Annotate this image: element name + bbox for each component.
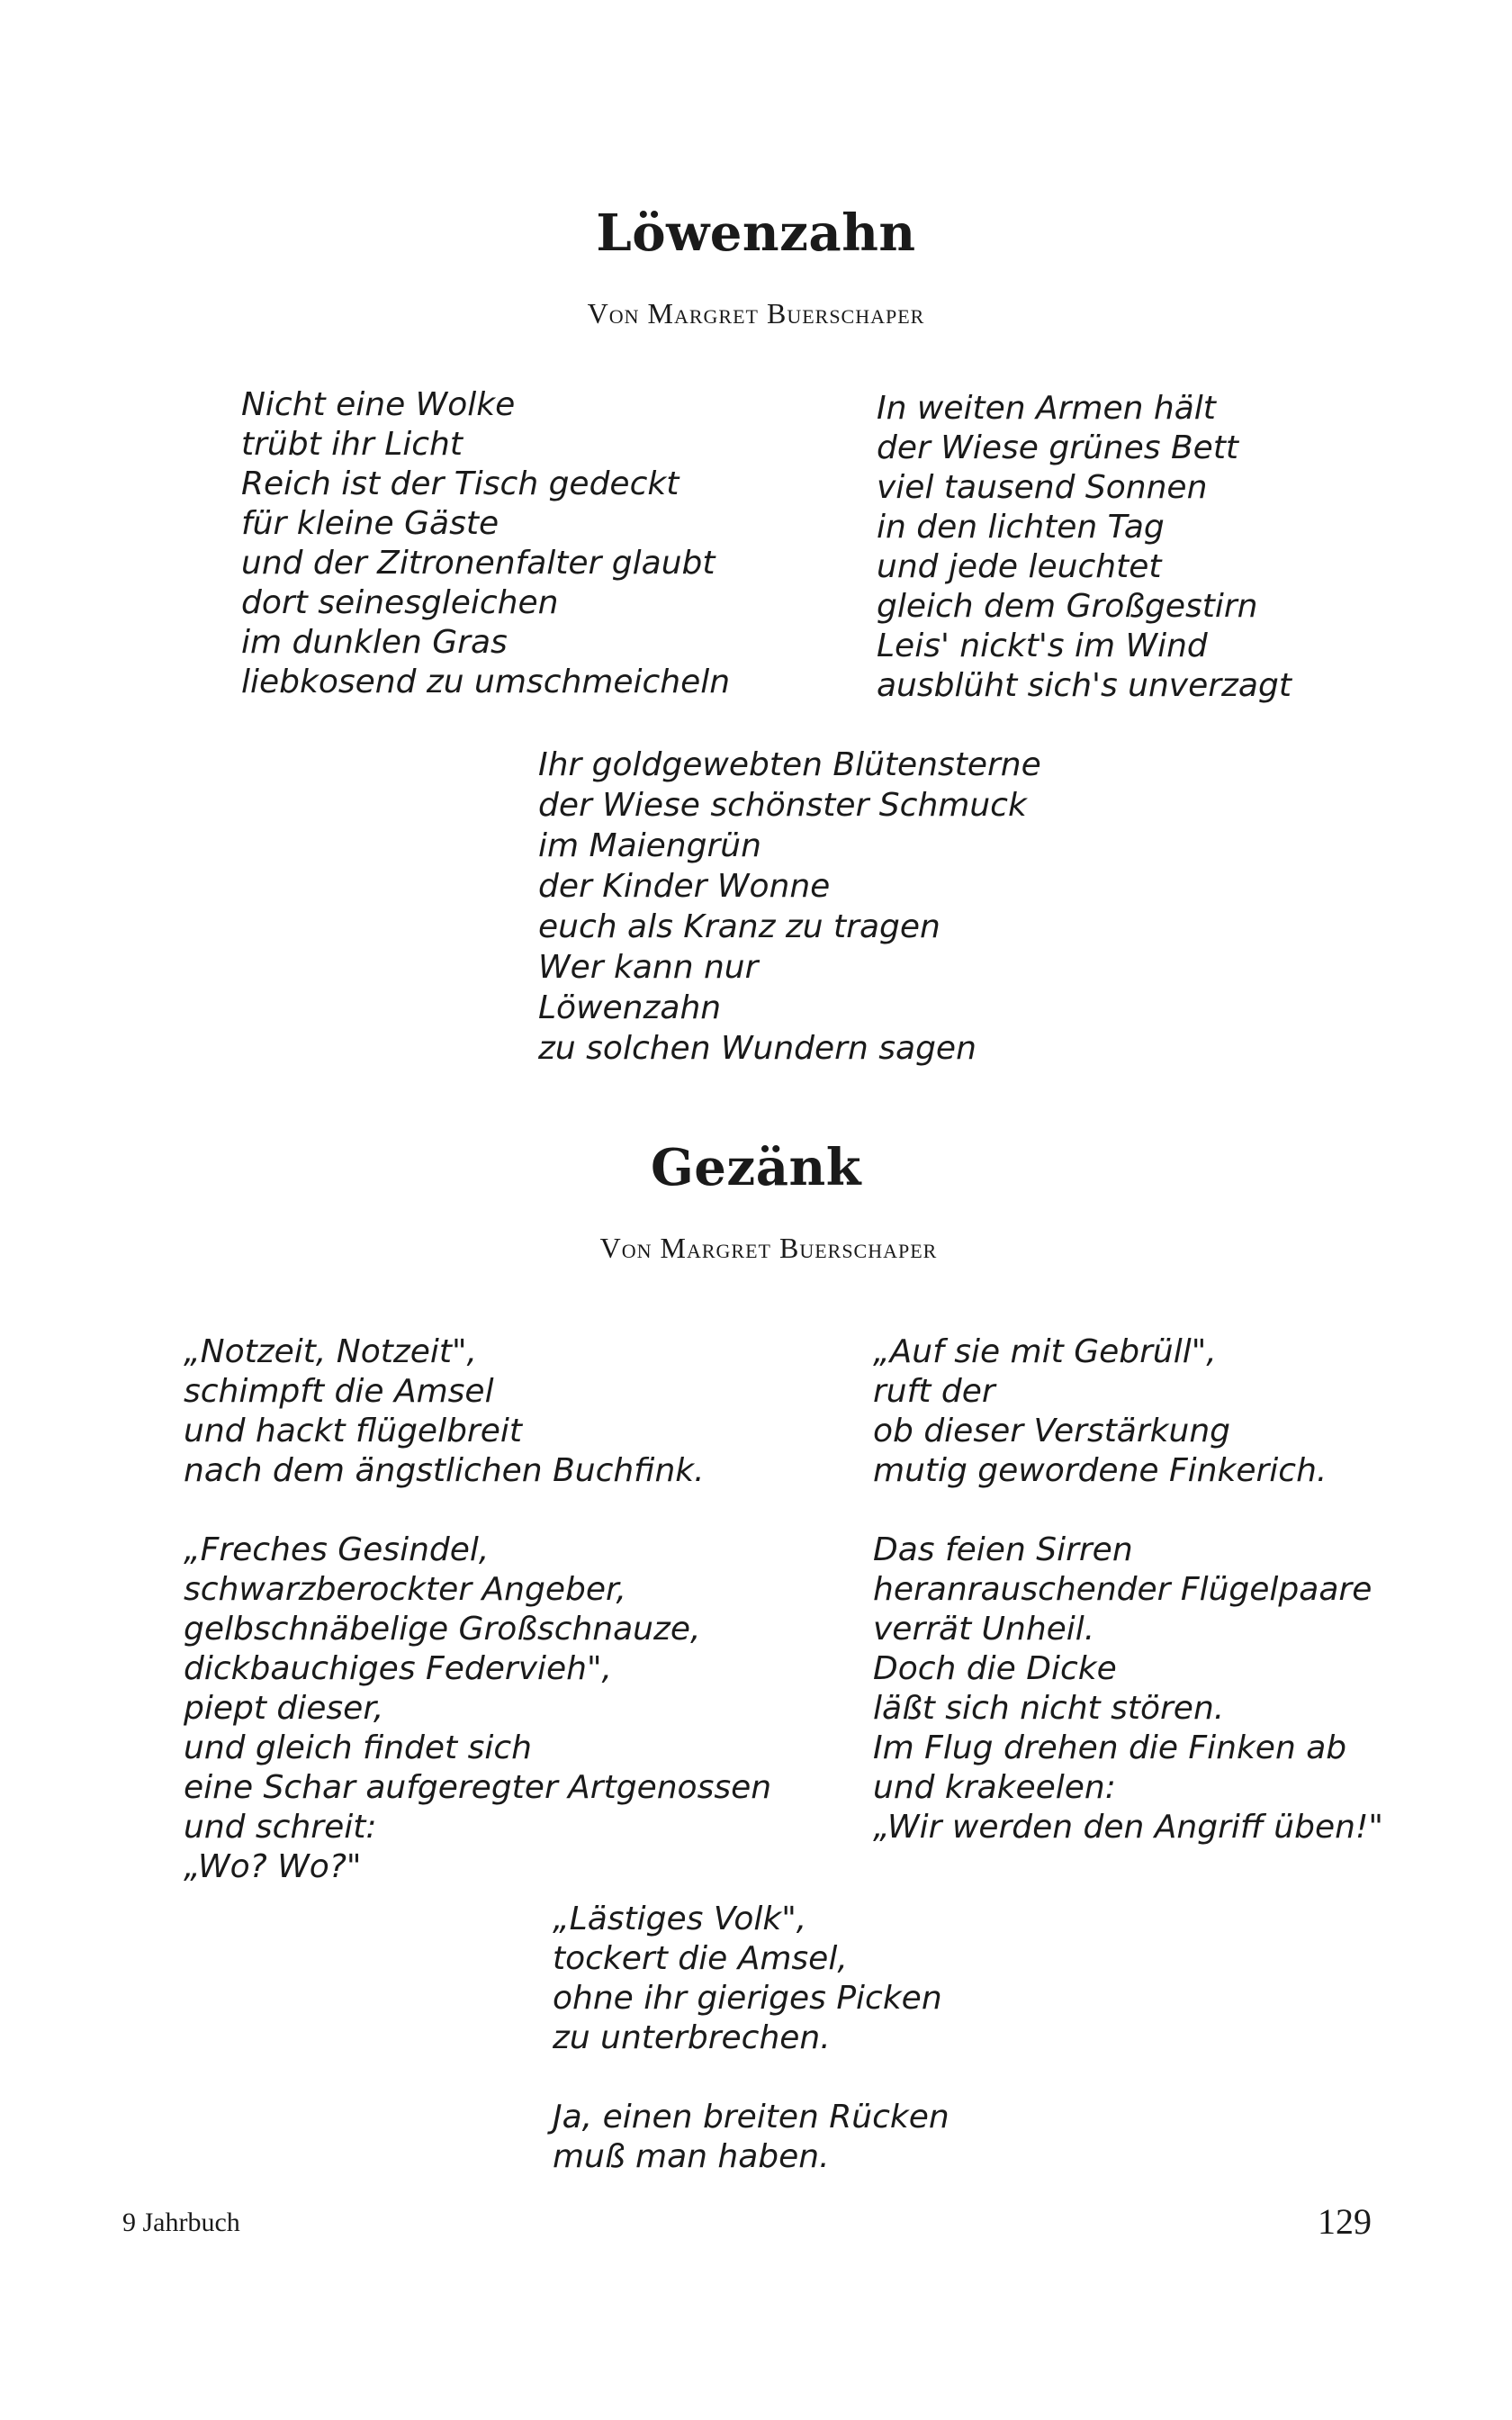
byline-loewenzahn: Von Margret Buerschaper <box>587 297 925 330</box>
stanza-loewenzahn-3 <box>538 745 1041 1069</box>
verse-line: Ihr goldgewebten Blütensterne <box>538 746 1041 783</box>
verse-line: „Wir werden den Angriff üben!" <box>873 1809 1383 1846</box>
verse-line: tockert die Amsel, <box>553 1940 848 1977</box>
verse-line: Doch die Dicke <box>873 1650 1117 1687</box>
stanza-gezaenk-4 <box>873 1531 1383 1847</box>
verse-line: mutig gewordene Finkerich. <box>873 1452 1328 1489</box>
verse-line: „Lästiges Volk", <box>553 1901 807 1937</box>
verse-line: euch als Kranz zu tragen <box>538 908 940 945</box>
verse-line: nach dem ängstlichen Buchfink. <box>184 1452 705 1489</box>
verse-line: „Wo? Wo?" <box>184 1848 362 1885</box>
verse-line: Leis' nickt's im Wind <box>877 628 1208 664</box>
verse-line: viel tausend Sonnen <box>877 469 1208 506</box>
verse-line: läßt sich nicht stören. <box>873 1690 1225 1727</box>
verse-line: schimpft die Amsel <box>184 1373 494 1410</box>
verse-line: verrät Unheil. <box>873 1611 1095 1648</box>
verse-line: ohne ihr gieriges Picken <box>553 1980 942 2017</box>
verse-line: und krakeelen: <box>873 1769 1116 1806</box>
verse-line: Das feien Sirren <box>873 1531 1133 1568</box>
verse-line: der Wiese grünes Bett <box>877 429 1239 466</box>
verse-line: und schreit: <box>184 1809 377 1846</box>
verse-line: im dunklen Gras <box>241 624 508 661</box>
verse-line: piept dieser, <box>184 1690 384 1727</box>
verse-line: zu unterbrechen. <box>553 2019 831 2056</box>
verse-line: Ja, einen breiten Rücken <box>553 2099 950 2136</box>
stanza-gezaenk-6 <box>553 2098 950 2177</box>
poem-title-loewenzahn: Löwenzahn <box>596 203 916 263</box>
verse-line: muß man haben. <box>553 2138 830 2175</box>
verse-line: ruft der <box>873 1373 995 1410</box>
verse-line: in den lichten Tag <box>877 509 1165 546</box>
stanza-gezaenk-2 <box>184 1531 771 1887</box>
verse-line: eine Schar aufgeregter Artgenossen <box>184 1769 772 1806</box>
verse-line: Reich ist der Tisch gedeckt <box>241 465 680 502</box>
verse-line: schwarzberockter Angeber, <box>184 1571 626 1608</box>
verse-line: heranrauschender Flügelpaare <box>873 1571 1372 1608</box>
verse-line: für kleine Gäste <box>241 505 500 542</box>
verse-line: Im Flug drehen die Finken ab <box>873 1729 1347 1766</box>
verse-line: Nicht eine Wolke <box>241 386 516 423</box>
signature-mark: 9 Jahrbuch <box>122 2208 240 2237</box>
stanza-gezaenk-1 <box>184 1332 705 1491</box>
verse-line: In weiten Armen hält <box>877 390 1216 427</box>
verse-line: dickbauchiges Federvieh", <box>184 1650 612 1687</box>
verse-line: trübt ihr Licht <box>241 426 463 463</box>
verse-line: dort seinesgleichen <box>241 584 559 621</box>
stanza-gezaenk-5 <box>553 1900 942 2058</box>
byline-gezaenk: Von Margret Buerschaper <box>599 1232 938 1264</box>
stanza-gezaenk-3 <box>873 1332 1327 1491</box>
verse-line: zu solchen Wundern sagen <box>538 1030 976 1067</box>
page-number: 129 <box>1318 2201 1372 2242</box>
verse-line: „Notzeit, Notzeit", <box>184 1333 478 1370</box>
verse-line: „Freches Gesindel, <box>184 1531 490 1568</box>
verse-line: und gleich findet sich <box>184 1729 532 1766</box>
verse-line: der Wiese schönster Schmuck <box>538 787 1027 824</box>
poem-title-gezaenk: Gezänk <box>650 1138 862 1197</box>
stanza-loewenzahn-2 <box>877 389 1292 706</box>
verse-line: ob dieser Verstärkung <box>873 1413 1231 1449</box>
verse-line: Löwenzahn <box>538 989 722 1026</box>
verse-line: im Maiengrün <box>538 827 761 864</box>
stanza-loewenzahn-1 <box>241 385 730 702</box>
verse-line: der Kinder Wonne <box>538 868 831 905</box>
verse-line: und der Zitronenfalter glaubt <box>241 545 716 582</box>
verse-line: gleich dem Großgestirn <box>877 588 1258 625</box>
verse-line: und hackt flügelbreit <box>184 1413 522 1449</box>
verse-line: „Auf sie mit Gebrüll", <box>873 1333 1217 1370</box>
verse-line: Wer kann nur <box>538 949 759 986</box>
verse-line: ausblüht sich's unverzagt <box>877 667 1292 704</box>
verse-line: liebkosend zu umschmeicheln <box>241 664 731 700</box>
verse-line: gelbschnäbelige Großschnauze, <box>184 1611 701 1648</box>
verse-line: und jede leuchtet <box>877 548 1162 585</box>
